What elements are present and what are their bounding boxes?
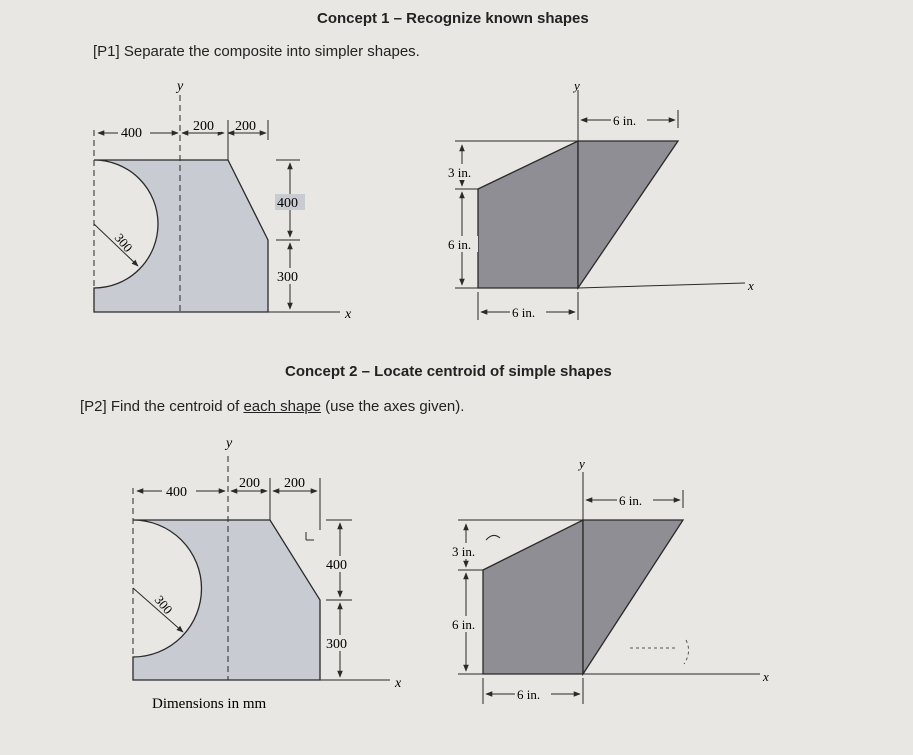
label-400-right: 400	[277, 196, 298, 211]
x-axis-label: x	[395, 676, 402, 691]
y-axis-label: y	[226, 436, 233, 451]
figure-composite-in-bottom	[450, 456, 769, 704]
label-6in-top: 6 in.	[619, 493, 643, 508]
x-axis-label: x	[345, 307, 352, 322]
p2-prompt-start: [P2] Find the centroid of	[80, 398, 244, 415]
y-axis-label: y	[574, 78, 580, 93]
y-axis-label: y	[177, 79, 184, 94]
x-axis-label: x	[763, 669, 769, 684]
label-6in-top: 6 in.	[613, 113, 637, 128]
radius-line	[133, 588, 183, 632]
label-radius-300: 300	[111, 230, 136, 255]
pen-mark	[306, 532, 314, 540]
right-part	[583, 520, 683, 674]
left-part	[483, 520, 583, 674]
label-300-right: 300	[326, 637, 347, 652]
pen-mark-right	[630, 640, 689, 664]
y-axis-label: y	[579, 456, 585, 471]
label-6in-bottom: 6 in.	[512, 305, 536, 320]
p1-prompt: [P1] Separate the composite into simpler shapes.	[93, 43, 420, 60]
label-6in-left: 6 in.	[452, 617, 476, 632]
label-400-right: 400	[326, 558, 347, 573]
p2-prompt-underlined: each shape	[243, 398, 322, 415]
label-400: 400	[166, 485, 187, 500]
label-6in-left: 6 in.	[448, 237, 472, 252]
concept2-title: Concept 2 – Locate centroid of simple shapes	[285, 363, 612, 380]
label-200a: 200	[239, 476, 260, 491]
units-note: Dimensions in mm	[152, 696, 267, 712]
figure-composite-mm-bottom	[133, 436, 402, 712]
p2-prompt-end: (use the axes given).	[321, 398, 465, 415]
left-part	[478, 141, 578, 288]
label-radius-300: 300	[151, 592, 176, 617]
label-3in: 3 in.	[452, 544, 476, 559]
concept1-title: Concept 1 – Recognize known shapes	[317, 10, 589, 27]
figure-composite-in-top	[446, 78, 754, 320]
label-200b: 200	[235, 119, 256, 134]
x-axis-label: x	[748, 278, 754, 293]
label-400: 400	[121, 126, 142, 141]
label-200a: 200	[193, 119, 214, 134]
pen-mark	[486, 535, 500, 540]
label-3in: 3 in.	[448, 165, 472, 180]
x-axis-line	[578, 283, 745, 288]
label-300-right: 300	[277, 270, 298, 285]
right-part	[578, 141, 678, 288]
label-6in-bottom: 6 in.	[517, 687, 541, 702]
figure-composite-mm-top	[94, 79, 352, 322]
label-200b: 200	[284, 476, 305, 491]
